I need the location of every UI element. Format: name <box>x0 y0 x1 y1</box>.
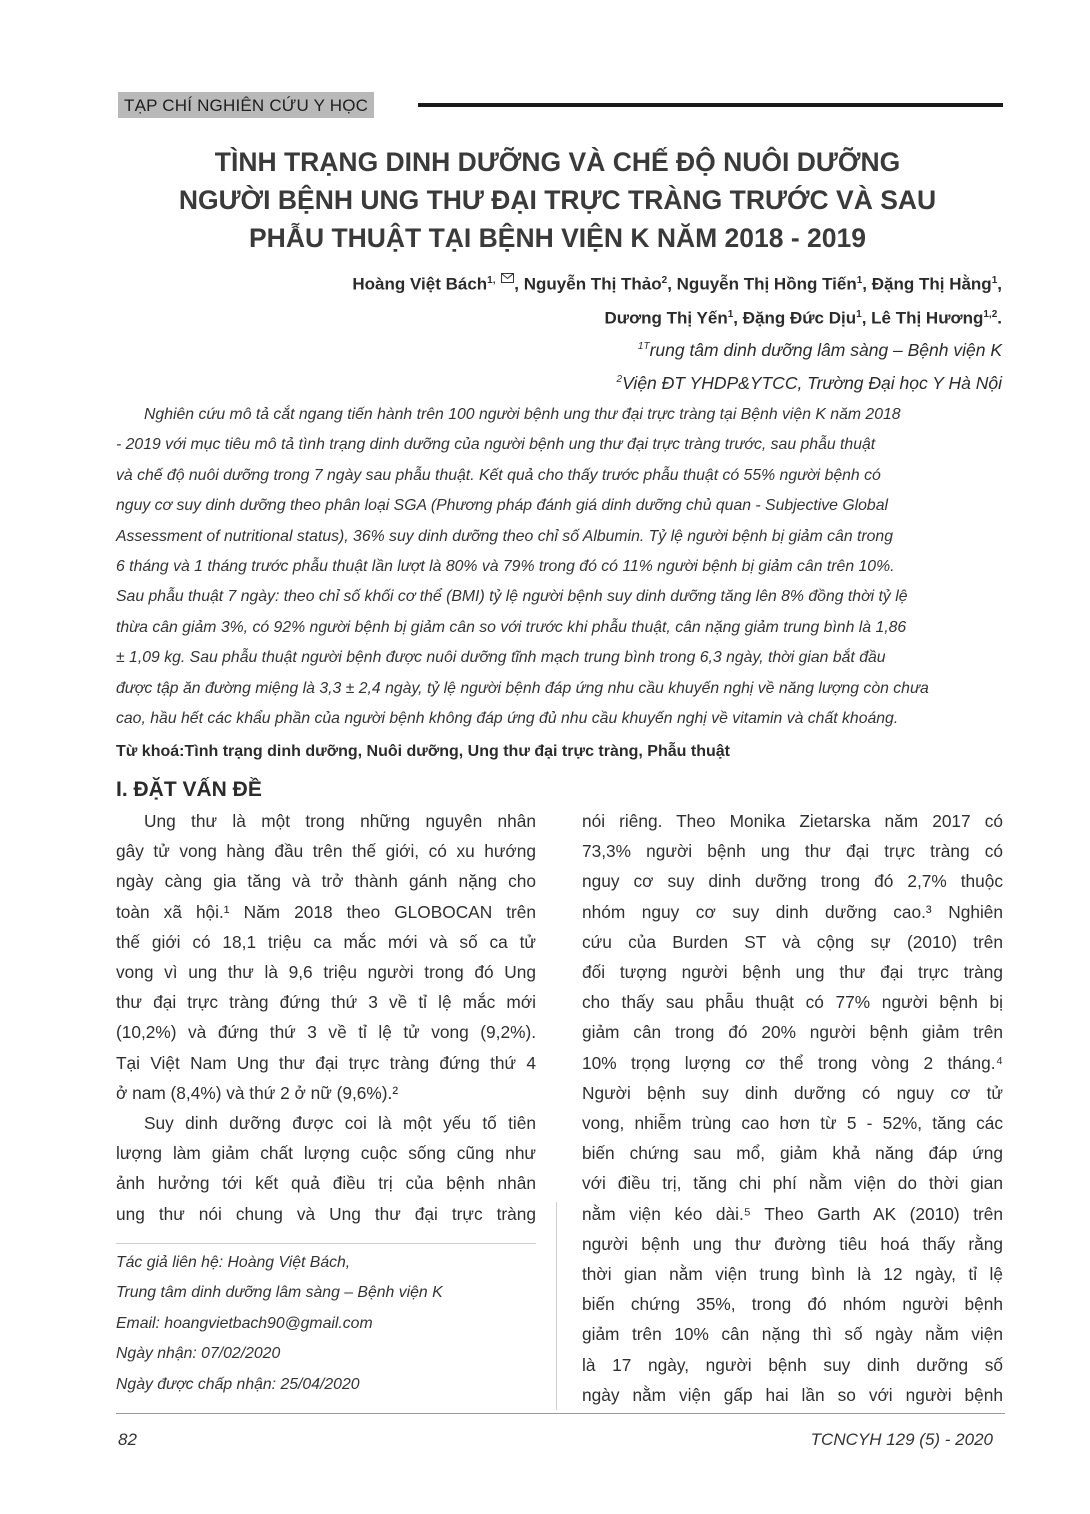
running-header <box>118 92 1003 118</box>
footnote-line: Ngày nhận: 07/02/2020 <box>116 1345 281 1363</box>
footnote-line: Trung tâm dinh dưỡng lâm sàng – Bệnh viện K <box>116 1284 443 1302</box>
text-line: gây tử vong hàng đầu trên thế giới, có xu hướng <box>116 841 536 862</box>
text-line: ung thư nói chung và Ung thư đại trực tràng <box>116 1203 536 1224</box>
text-line: giảm cân trong đó 20% người bệnh giảm trên <box>582 1022 1003 1043</box>
text-line: thế giới có 18,1 triệu ca mắc mới và số ca tử <box>116 931 536 952</box>
text-line: nhóm nguy cơ suy dinh dưỡng cao.³ Nghiên <box>582 901 1003 922</box>
abstract-line: Nghiên cứu mô tả cắt ngang tiến hành trên 100 người bệnh ung thư đại trực tràng tại Bệnh viện K năm 2018 <box>144 406 901 423</box>
author-name: Lê Thị Hương <box>871 308 984 328</box>
text-line: lượng làm giảm chất lượng cuộc sống cũng như <box>116 1143 536 1164</box>
right-column <box>582 806 1003 1410</box>
affiliation-1: $^{1T}$rung tâm dinh dưỡng lâm sàng – Bệnh viện K <box>637 339 1002 360</box>
abstract-line: - 2019 với mục tiêu mô tả tình trạng dinh dưỡng của người bệnh ung thư đại trực tràng trước, sau phẫu thuật <box>116 436 876 454</box>
abstract-line: 6 tháng và 1 tháng trước phẫu thuật lần lượt là 80% và 79% trong đó có 11% người bệnh bị giảm cân trên 10%. <box>116 558 895 576</box>
author-name: Đặng Thị Hằng <box>871 274 992 294</box>
text-line: cho thấy sau phẫu thuật có 77% người bệnh bị <box>582 992 1003 1013</box>
paragraph <box>582 806 1003 1410</box>
title-line-1: TÌNH TRẠNG DINH DƯỠNG VÀ CHẾ ĐỘ NUÔI DƯỠNG <box>214 147 901 177</box>
keywords: Từ khoá:Tình trạng dinh dưỡng, Nuôi dưỡng, Ung thư đại trực tràng, Phẫu thuật <box>116 743 730 760</box>
abstract-line: Sau phẫu thuật 7 ngày: theo chỉ số khối cơ thể (BMI) tỷ lệ người bệnh suy dinh dưỡng tăng lên 8% đồng thời tỷ lệ <box>116 588 908 606</box>
header-rule <box>418 103 1003 107</box>
footnote-rule <box>116 1243 536 1244</box>
text-line: thời gian nằm viện trung bình là 12 ngày, tỉ lệ <box>582 1264 1003 1285</box>
text-line: toàn xã hội.¹ Năm 2018 theo GLOBOCAN trên <box>116 901 536 922</box>
author-name: Hoàng Việt Bách <box>352 274 488 294</box>
author-list: Hoàng Việt Bách$^{1,}$ , Nguyễn Thị Thảo$^2$, Nguyễn Thị Hồng Tiến$^1$, Đặng Thị Hằng$^1$, Dương Thị Yến$^1$, Đặng Đức Dịu$^1$, Lê Thị Hương$^{1,2}$. <box>352 274 1002 328</box>
text-line: 10% trọng lượng cơ thể trong vòng 2 tháng.⁴ <box>582 1052 1003 1073</box>
column-divider <box>556 1202 557 1410</box>
abstract <box>116 400 1005 734</box>
author-affil-sup: 1, <box>487 275 499 286</box>
text-line: với điều trị, tăng chi phí nằm viện do thời gian <box>582 1173 1003 1194</box>
footnote-line: Ngày được chấp nhận: 25/04/2020 <box>116 1375 360 1393</box>
text-line: ngày nằm viện gấp hai lần so với người bệnh <box>582 1384 1003 1405</box>
affiliation-2: $^2$Viện ĐT YHDP&YTCC, Trường Đại học Y Hà Nội <box>616 372 1002 393</box>
text-line: vong, nhiễm trùng cao hơn từ 5 - 52%, tăng các <box>582 1113 1003 1134</box>
journal-tag: TẠP CHÍ NGHIÊN CỨU Y HỌC <box>118 92 374 118</box>
text-line: là 17 ngày, người bệnh suy dinh dưỡng số <box>582 1354 1003 1375</box>
footnote-email: Email: hoangvietbach90@gmail.com <box>116 1314 373 1332</box>
abstract-line: cao, hầu hết các khẩu phần của người bệnh không đáp ứng đủ nhu cầu khuyến nghị về vitamin và chất khoáng. <box>116 710 899 728</box>
author-name: Nguyễn Thị Thảo <box>523 274 662 294</box>
text-line: nguy cơ suy dinh dưỡng trong đó 2,7% thuộc <box>582 871 1003 892</box>
text-line: nói riêng. Theo Monika Zietarska năm 2017 có <box>582 811 1003 831</box>
text-line: đối tượng người bệnh ung thư đại trực tràng <box>582 962 1003 983</box>
author-name: Đặng Đức Dịu <box>742 308 857 328</box>
mail-icon <box>501 273 514 283</box>
text-line: thư đại trực tràng đứng thứ 3 về tỉ lệ mắc mới <box>116 992 536 1013</box>
title-line-2: NGƯỜI BỆNH UNG THƯ ĐẠI TRỰC TRÀNG TRƯỚC VÀ SAU <box>178 185 937 215</box>
text-line: (10,2%) và đứng thứ 3 về tỉ lệ tử vong (9,2%). <box>116 1022 536 1043</box>
text-line: người bệnh ung thư đường tiêu hoá thấy rằng <box>582 1233 1003 1254</box>
text-line: ở nam (8,4%) và thứ 2 ở nữ (9,6%).² <box>116 1082 399 1103</box>
text-line: cứu của Burden ST và cộng sự (2010) trên <box>582 931 1003 952</box>
text-line: giảm trên 10% cân nặng thì số ngày nằm viện <box>582 1324 1003 1345</box>
text-line: nằm viện kéo dài.⁵ Theo Garth AK (2010) trên <box>582 1203 1003 1224</box>
text-line: ngày càng gia tăng và trở thành gánh nặng cho <box>116 871 536 892</box>
footnote-line: Tác giả liên hệ: Hoàng Việt Bách, <box>116 1254 351 1271</box>
author-name: Dương Thị Yến <box>604 308 728 328</box>
abstract-line: và chế độ nuôi dưỡng trong 7 ngày sau phẫu thuật. Kết quả cho thấy trước phẫu thuật có 55% người bệnh có <box>116 466 881 484</box>
paragraph <box>116 806 536 1108</box>
text-line: biến chứng sau mổ, giảm khả năng đáp ứng <box>582 1143 1003 1164</box>
abstract-line: thừa cân giảm 3%, có 92% người bệnh bị giảm cân so với trước khi phẫu thuật, cân nặng giảm trung bình là 1,86 <box>116 618 907 636</box>
section-heading: I. ĐẶT VẤN ĐỀ <box>116 778 262 801</box>
text-line: biến chứng 35%, trong đó nhóm người bệnh <box>582 1294 1003 1315</box>
page-number: 82 <box>118 1430 137 1449</box>
article-title <box>100 143 1015 257</box>
left-column <box>116 806 536 1229</box>
footer-rule <box>116 1413 1005 1414</box>
abstract-line: Assessment of nutritional status), 36% suy dinh dưỡng theo chỉ số Albumin. Tỷ lệ người bệnh bị giảm cân trong <box>116 527 894 545</box>
abstract-line: nguy cơ suy dinh dưỡng theo phân loại SGA (Phương pháp đánh giá dinh dưỡng chủ quan - Subjective Global <box>116 497 888 515</box>
abstract-line: được tập ăn đường miệng là 3,3 ± 2,4 ngày, tỷ lệ người bệnh đáp ứng nhu cầu khuyến nghị về năng lượng còn chưa <box>116 679 929 697</box>
text-line: Suy dinh dưỡng được coi là một yếu tố tiên <box>144 1113 536 1134</box>
text-line: 73,3% người bệnh ung thư đại trực tràng có <box>582 841 1003 862</box>
text-line: Tại Việt Nam Ung thư đại trực tràng đứng thứ 4 <box>116 1052 536 1073</box>
paragraph <box>116 1108 536 1229</box>
affiliations <box>122 332 1002 398</box>
text-line: vong vì ung thư là 9,6 triệu người trong đó Ung <box>116 962 536 983</box>
text-line: Ung thư là một trong những nguyên nhân <box>144 811 536 831</box>
correspondence-footnote <box>116 1248 536 1400</box>
abstract-line: ± 1,09 kg. Sau phẫu thuật người bệnh được nuôi dưỡng tĩnh mạch trung bình trong 6,3 ngày, thời gian bắt đầu <box>116 649 886 667</box>
journal-reference: TCNCYH 129 (5) - 2020 <box>810 1430 993 1449</box>
title-line-3: PHẪU THUẬT TẠI BỆNH VIỆN K NĂM 2018 - 2019 <box>249 223 866 253</box>
text-line: ảnh hưởng tới kết quả điều trị của bệnh nhân <box>116 1173 536 1194</box>
text-line: Người bệnh suy dinh dưỡng có nguy cơ tử <box>582 1082 1003 1103</box>
author-name: Nguyễn Thị Hồng Tiến <box>676 274 857 294</box>
